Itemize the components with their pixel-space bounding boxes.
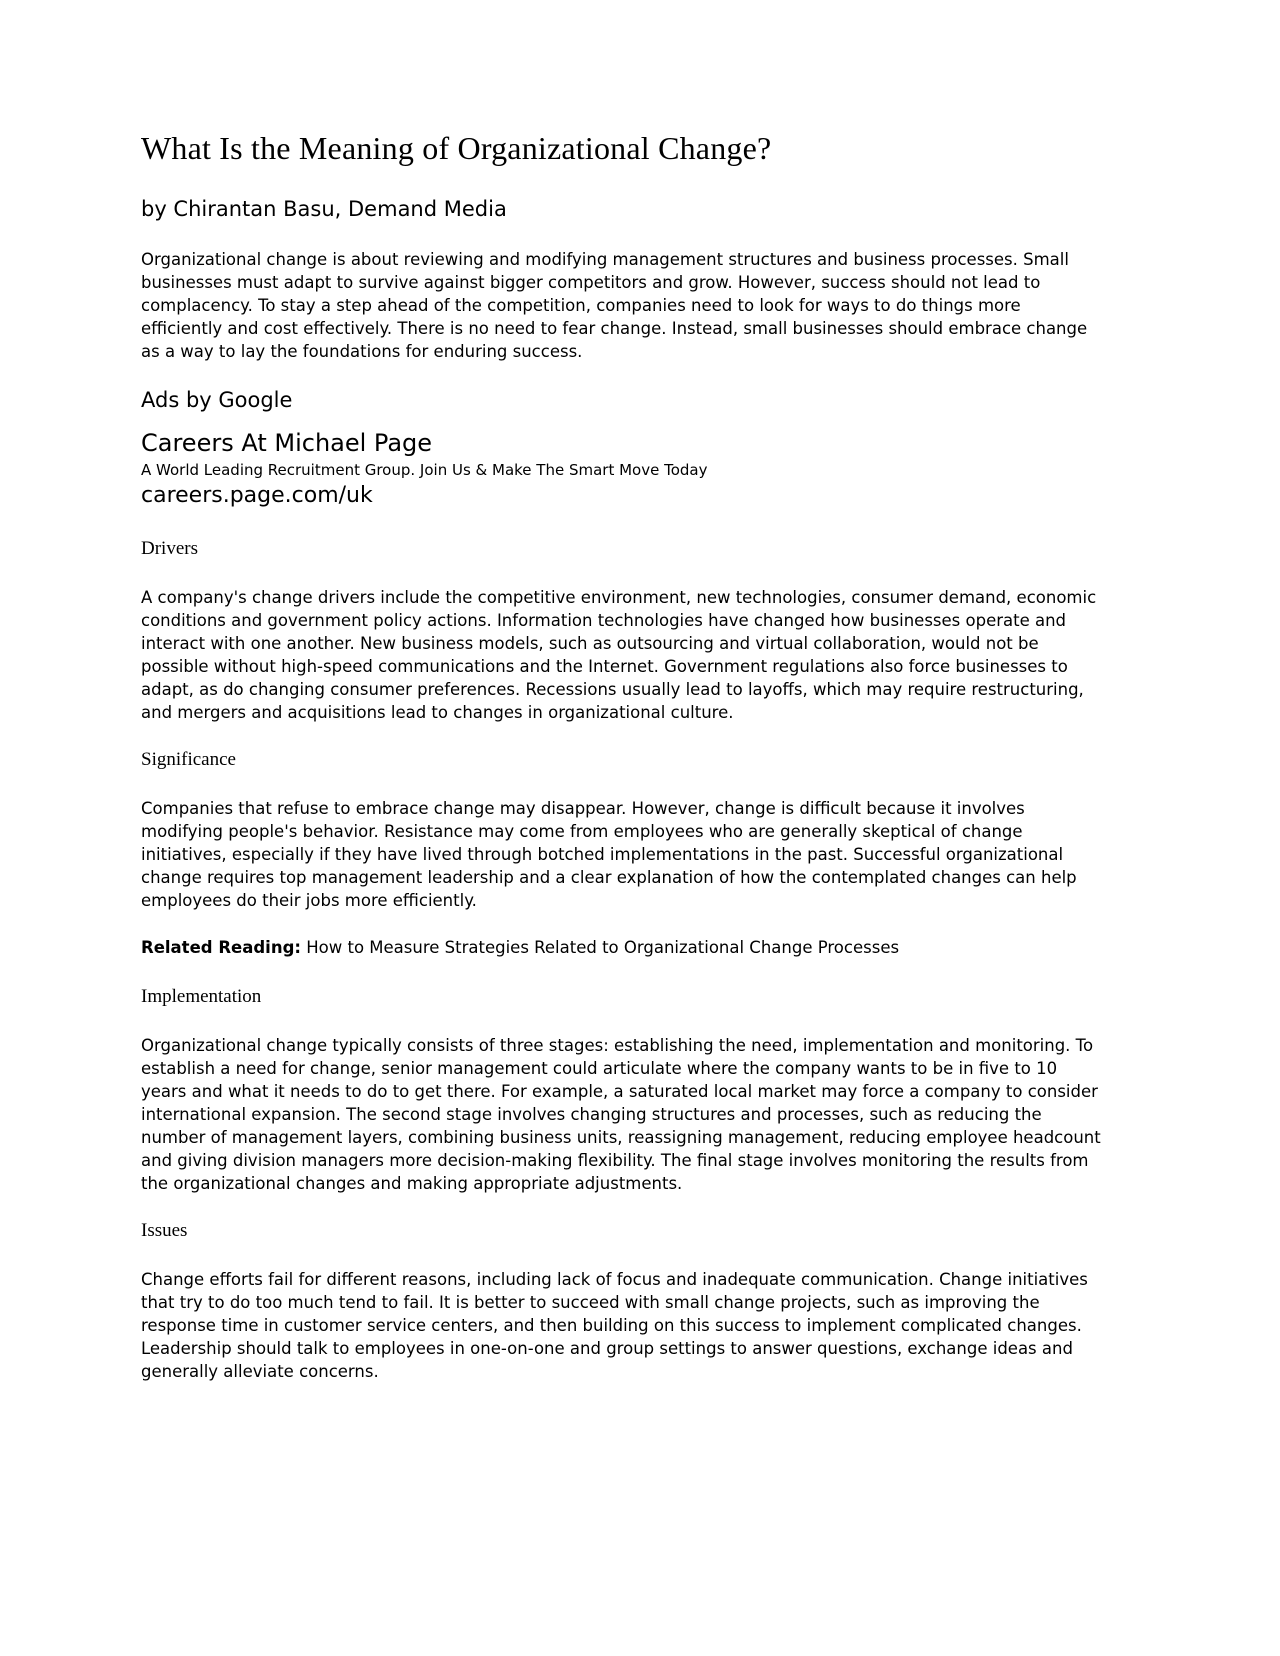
ad-headline-link[interactable]: Careers At Michael Page (141, 429, 433, 457)
related-reading (141, 936, 1106, 959)
section-heading-implementation: Implementation (141, 986, 262, 1007)
section-body-implementation: Organizational change typically consists of three stages: establishing the need, implementation and monitoring. To establish a need for change, senior management could articulate where the company wants to be in five to 10 years and what it needs to do to get there. For example, a saturated local market may force a company to consider international expansion. The second stage involves changing structures and processes, such as reducing the number of management layers, combining business units, reassigning management, reducing employee headcount and giving division managers more decision-making flexibility. The final stage involves monitoring the results from the organizational changes and making appropriate adjustments. (141, 1036, 1101, 1193)
section-body-significance: Companies that refuse to embrace change may disappear. However, change is difficult because it involves modifying people's behavior. Resistance may come from employees who are generally skeptical of change initiatives, especially if they have lived through botched implementations in the past. Successful organizational change requires top management leadership and a clear explanation of how the contemplated changes can help employees do their jobs more efficiently. (141, 799, 1077, 910)
page-title: What Is the Meaning of Organizational Change? (141, 130, 772, 166)
section-implementation (141, 985, 1120, 1195)
section-body-drivers: A company's change drivers include the competitive environment, new technologies, consumer demand, economic conditions and government policy actions. Information technologies have changed how businesses operate and interact with one another. New business models, such as outsourcing and virtual collaboration, would not be possible without high-speed communications and the Internet. Government regulations also force businesses to adapt, as do changing consumer preferences. Recessions usually lead to layoffs, which may require restructuring, and mergers and acquisitions lead to changes in organizational culture. (141, 588, 1097, 722)
intro-paragraph: Organizational change is about reviewing and modifying management structures and business processes. Small businesses must adapt to survive against bigger competitors and grow. However, success should not lead to complacency. To stay a step ahead of the competition, companies need to look for ways to do things more efficiently and cost effectively. There is no need to fear change. Instead, small businesses should embrace change as a way to lay the foundations for enduring success. (141, 250, 1088, 361)
related-reading-label: Related Reading: (141, 938, 301, 957)
section-heading-drivers: Drivers (141, 538, 198, 559)
ad-url-link[interactable]: careers.page.com/uk (141, 483, 373, 508)
byline: by Chirantan Basu, Demand Media (141, 197, 507, 221)
ads-by-google-label: Ads by Google (141, 388, 293, 412)
section-significance (141, 748, 1120, 912)
related-reading-link[interactable]: How to Measure Strategies Related to Organizational Change Processes (306, 938, 900, 957)
ad-description: A World Leading Recruitment Group. Join Us & Make The Smart Move Today (141, 461, 708, 479)
section-drivers (141, 537, 1120, 724)
section-issues (141, 1219, 1120, 1383)
google-ad-block (141, 387, 1120, 509)
section-body-issues: Change efforts fail for different reasons, including lack of focus and inadequate communication. Change initiatives that try to do too much tend to fail. It is better to succeed with small change projects, such as improving the response time in customer service centers, and then building on this success to implement complicated changes. Leadership should talk to employees in one-on-one and group settings to answer questions, exchange ideas and generally alleviate concerns. (141, 1270, 1088, 1381)
section-heading-issues: Issues (141, 1220, 188, 1241)
section-heading-significance: Significance (141, 749, 236, 770)
